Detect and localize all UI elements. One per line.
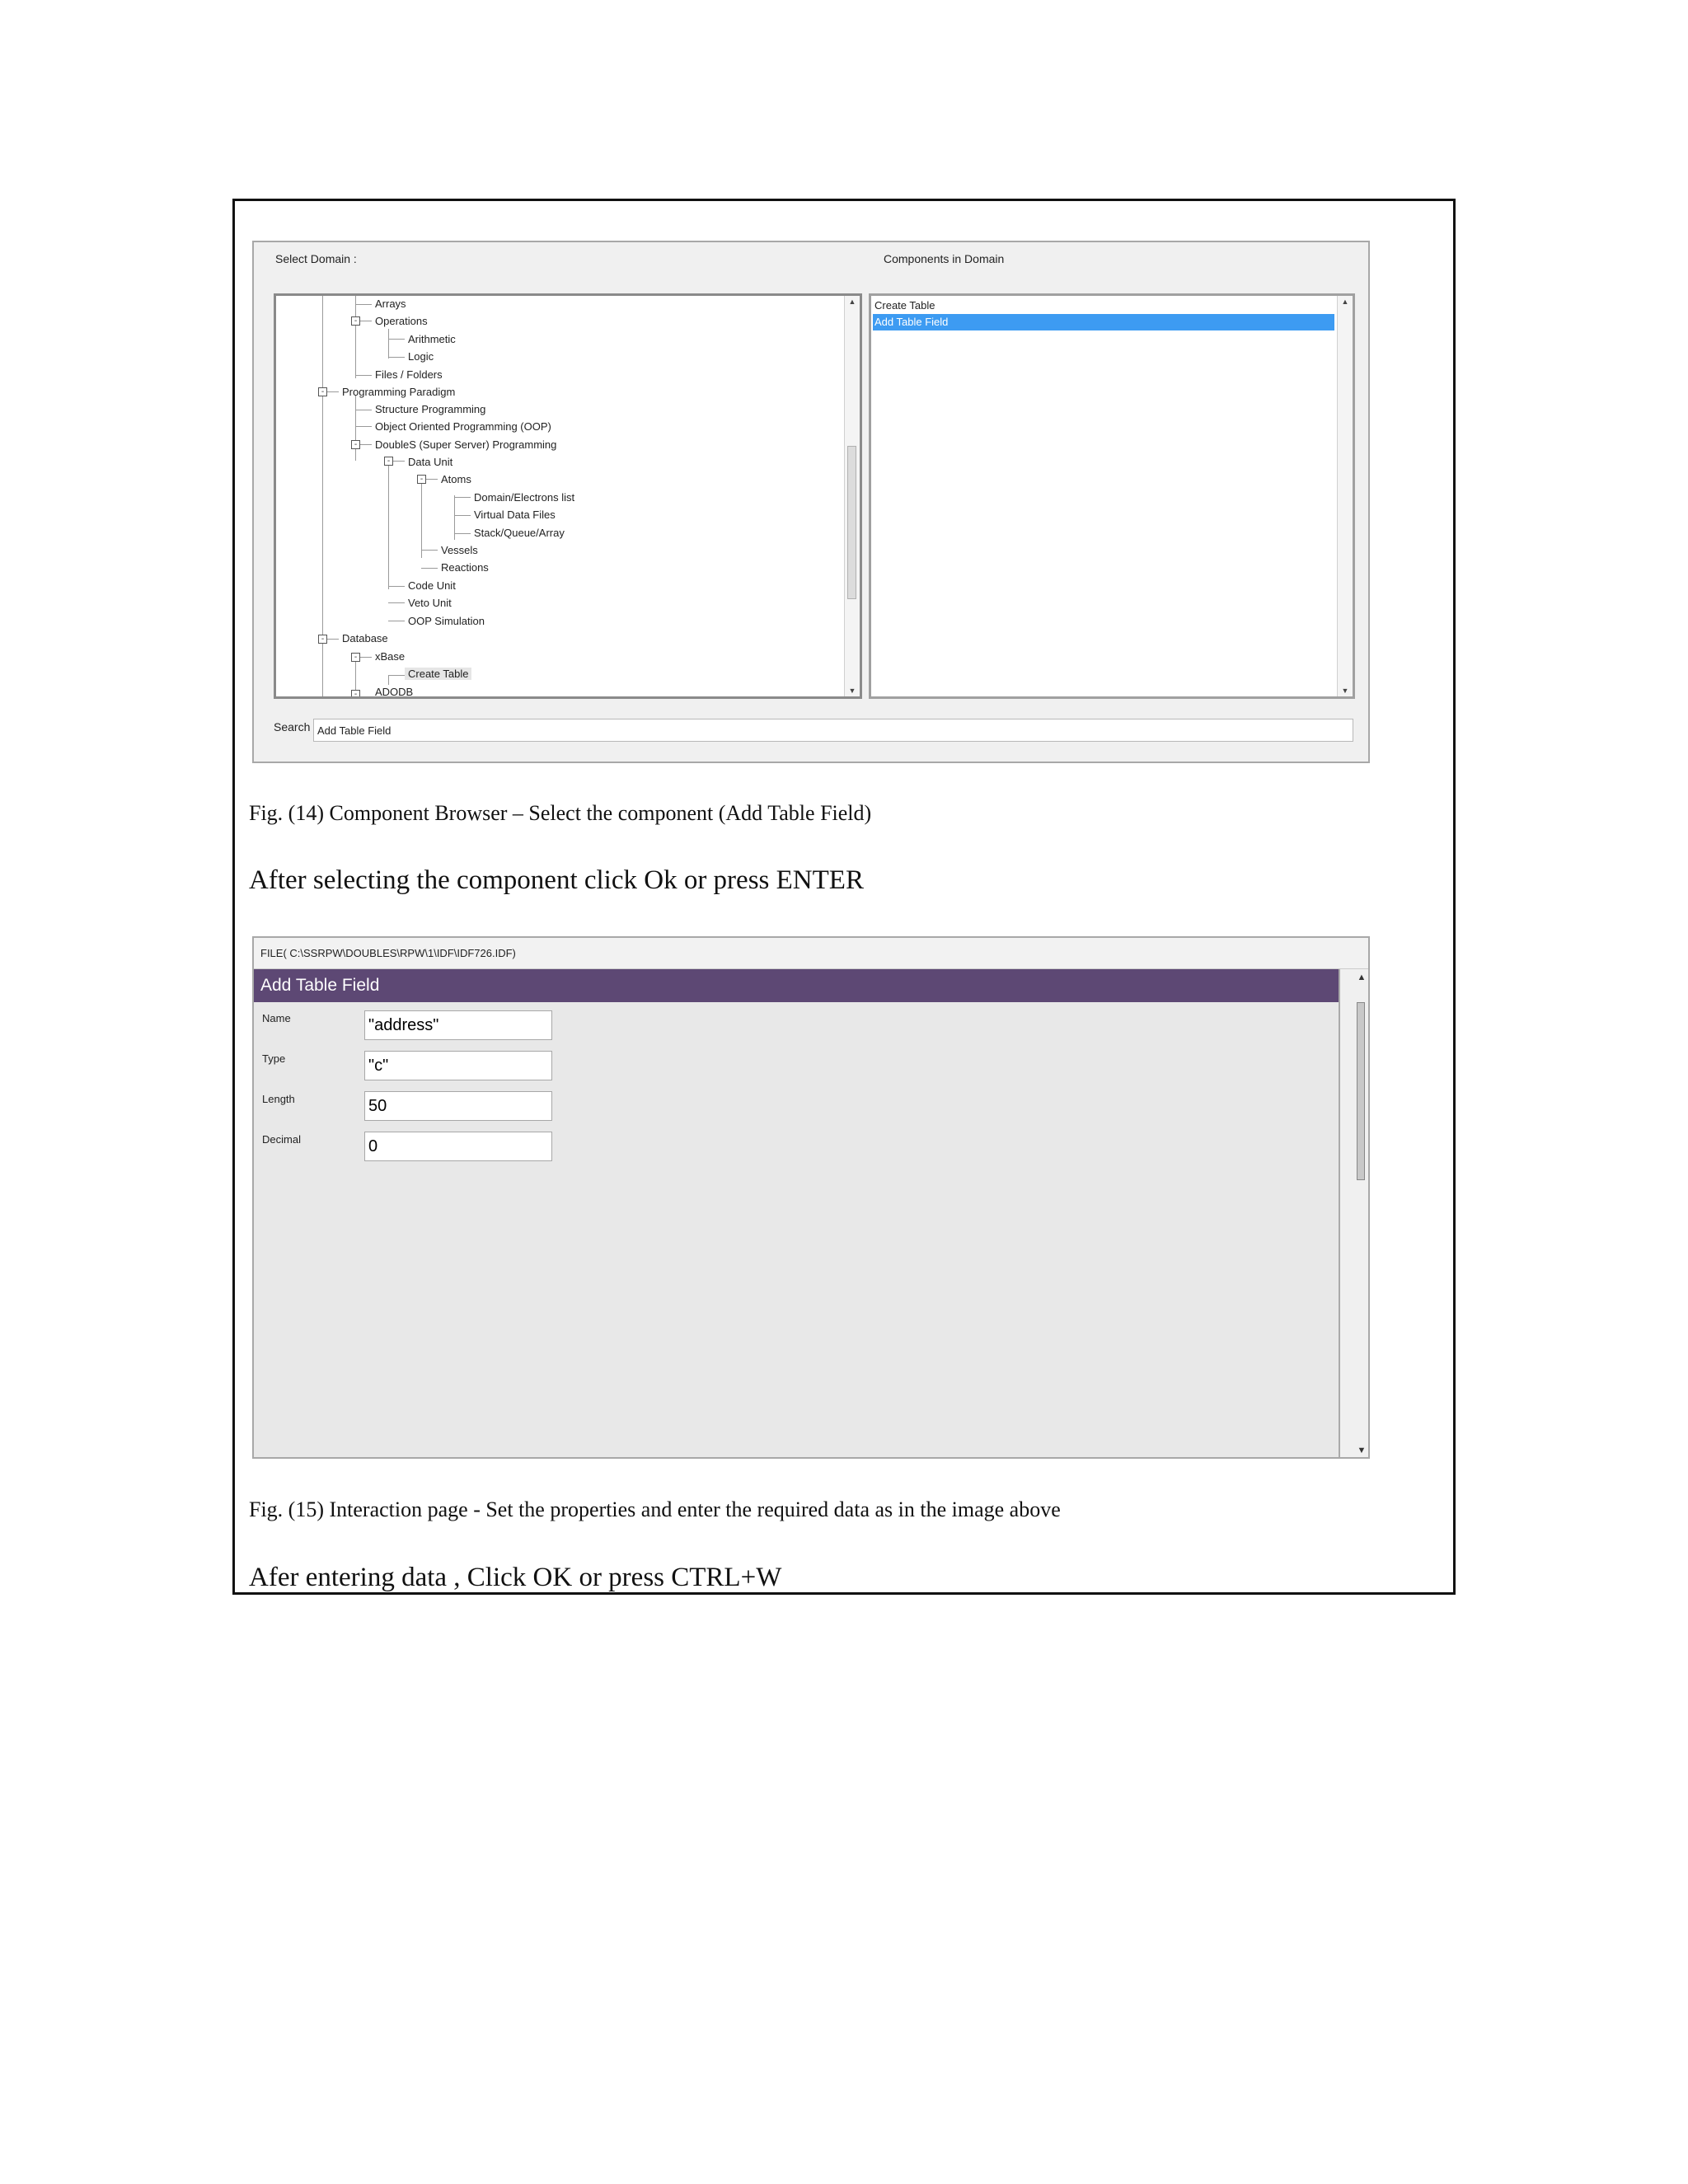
collapse-icon[interactable]: - — [318, 635, 327, 644]
instruction-text-1: After selecting the component click Ok or press ENTER — [249, 865, 864, 895]
collapse-icon[interactable]: - — [318, 387, 327, 396]
instruction-text-2: Afer entering data , Click OK or press CTRL+W — [249, 1563, 782, 1592]
select-domain-label: Select Domain : — [275, 252, 357, 265]
collapse-icon[interactable]: - — [351, 690, 360, 699]
tree-node[interactable]: Arithmetic — [408, 333, 456, 345]
type-field[interactable] — [364, 1051, 552, 1080]
scroll-thumb[interactable] — [1357, 1002, 1365, 1180]
tree-node[interactable]: Atoms — [441, 473, 471, 485]
tree-node[interactable]: Vessels — [441, 544, 478, 556]
components-in-domain-label: Components in Domain — [884, 252, 1005, 265]
component-browser — [252, 241, 1370, 763]
tree-node[interactable]: Stack/Queue/Array — [474, 527, 565, 539]
search-label: Search — [274, 720, 311, 733]
scroll-up-icon[interactable]: ▲ — [1341, 298, 1349, 306]
length-field[interactable] — [364, 1091, 552, 1121]
scroll-down-icon[interactable]: ▼ — [1357, 1446, 1367, 1455]
type-label: Type — [262, 1052, 286, 1065]
collapse-icon[interactable]: - — [384, 457, 393, 466]
components-list[interactable] — [869, 293, 1355, 699]
tree-node[interactable]: Reactions — [441, 561, 489, 574]
tree-node[interactable]: xBase — [375, 650, 406, 663]
interaction-page — [252, 936, 1370, 1459]
collapse-icon[interactable]: - — [351, 653, 360, 662]
tree-scrollbar[interactable] — [844, 296, 860, 696]
tree-node[interactable]: Structure Programming — [375, 403, 486, 415]
scroll-down-icon[interactable]: ▼ — [1341, 687, 1349, 695]
tree-node[interactable]: Programming Paradigm — [342, 386, 456, 398]
list-item-selected[interactable]: Add Table Field — [873, 314, 1334, 330]
collapse-icon[interactable]: - — [351, 316, 360, 326]
name-field[interactable] — [364, 1010, 552, 1040]
tree-node[interactable]: Logic — [408, 350, 434, 363]
decimal-label: Decimal — [262, 1133, 301, 1146]
tree-node[interactable]: Code Unit — [408, 579, 456, 592]
tree-node[interactable]: Operations — [375, 315, 428, 327]
figure-caption-14: Fig. (14) Component Browser – Select the component (Add Table Field) — [249, 801, 872, 825]
decimal-field[interactable] — [364, 1132, 552, 1161]
tree-node[interactable]: Arrays — [375, 298, 406, 310]
name-label: Name — [262, 1012, 291, 1024]
collapse-icon[interactable]: - — [417, 475, 426, 484]
tree-node[interactable]: OOP Simulation — [408, 615, 485, 627]
page-scrollbar[interactable] — [1339, 969, 1368, 1457]
tree-node[interactable]: Database — [342, 632, 388, 644]
scroll-down-icon[interactable]: ▼ — [848, 687, 856, 695]
scroll-thumb[interactable] — [847, 446, 856, 599]
components-scrollbar[interactable] — [1337, 296, 1353, 696]
search-input[interactable] — [313, 719, 1353, 742]
scroll-up-icon[interactable]: ▲ — [848, 298, 856, 306]
tree-node[interactable]: DoubleS (Super Server) Programming — [375, 438, 557, 451]
collapse-icon[interactable]: - — [351, 440, 360, 449]
tree-node[interactable]: Domain/Electrons list — [474, 491, 575, 504]
tree-node[interactable]: Files / Folders — [375, 368, 443, 381]
form-title: Add Table Field — [254, 969, 1340, 1002]
tree-node[interactable]: Data Unit — [408, 456, 453, 468]
tree-node[interactable]: Object Oriented Programming (OOP) — [375, 420, 551, 433]
tree-node[interactable]: ADODB — [375, 686, 414, 698]
length-label: Length — [262, 1093, 295, 1105]
figure-caption-15: Fig. (15) Interaction page - Set the properties and enter the required data as in the image above — [249, 1497, 1061, 1521]
tree-node[interactable]: Virtual Data Files — [474, 509, 556, 521]
file-path: FILE( C:\SSRPW\DOUBLES\RPW\1\IDF\IDF726.IDF) — [254, 938, 1368, 969]
tree-node-selected[interactable]: Create Table — [405, 668, 471, 680]
tree-node[interactable]: Veto Unit — [408, 597, 452, 609]
list-item[interactable]: Create Table — [874, 299, 935, 312]
domain-tree[interactable] — [274, 293, 862, 699]
scroll-up-icon[interactable]: ▲ — [1357, 972, 1367, 982]
